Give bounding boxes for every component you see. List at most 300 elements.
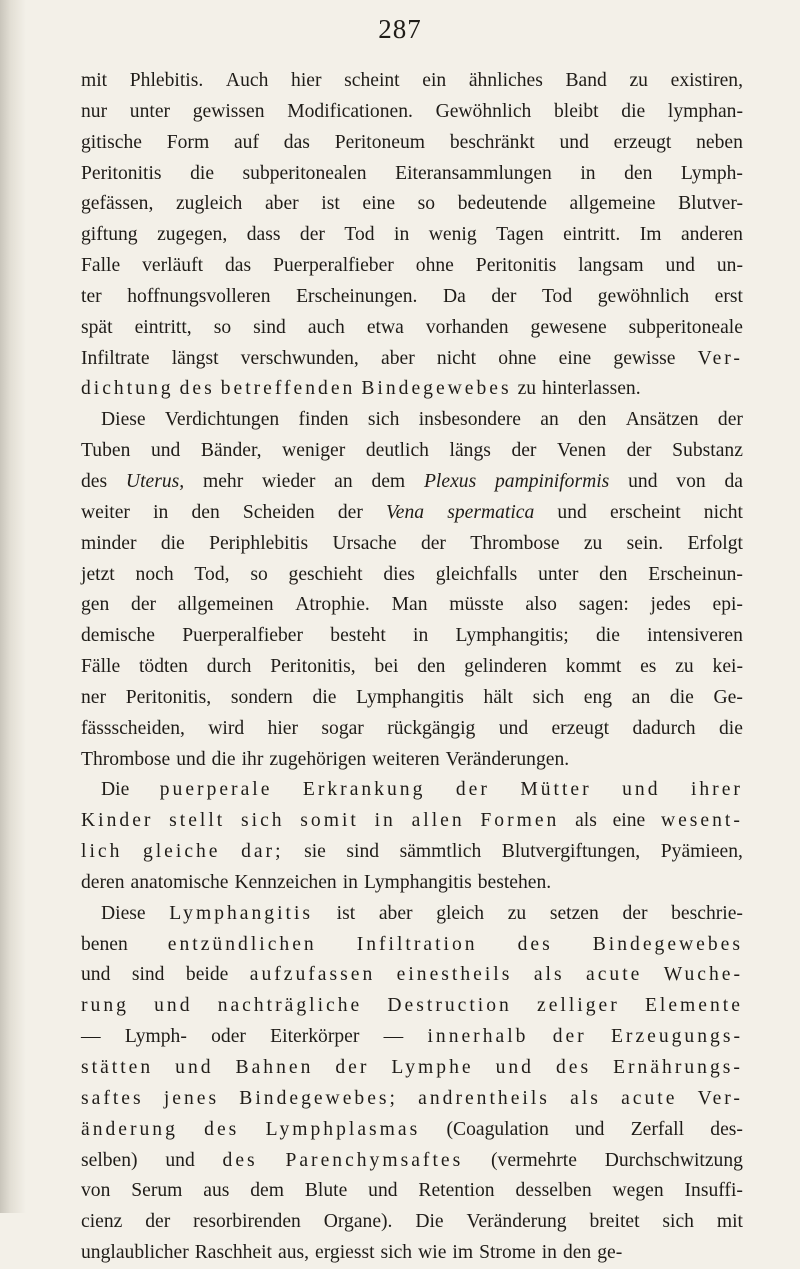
word: Phlebitis.	[129, 70, 204, 91]
word: Retention	[418, 1180, 495, 1202]
word: Modificationen.	[287, 100, 413, 122]
word: hält	[483, 686, 513, 708]
word: weiter	[81, 501, 130, 523]
word: die	[190, 162, 215, 184]
word: wird	[208, 717, 245, 739]
word: jedes	[650, 594, 691, 616]
word: Destruction	[387, 995, 512, 1017]
word: mit	[716, 1211, 743, 1233]
word: Tuben	[81, 440, 131, 462]
word: nachträgliche	[217, 995, 363, 1017]
word: so	[213, 316, 232, 338]
word: Infiltrate	[81, 347, 150, 369]
word: Blute	[304, 1180, 348, 1202]
word: in	[153, 501, 169, 523]
word: des	[555, 1057, 592, 1078]
word: ist	[321, 193, 340, 215]
word: und	[495, 1057, 534, 1078]
word: dies	[383, 563, 415, 585]
word: der	[335, 1057, 370, 1078]
word: zugehörigen	[269, 748, 367, 770]
word: rückgängig	[387, 717, 476, 739]
word: hier	[267, 717, 299, 739]
word: aufzufassen	[249, 964, 376, 986]
word: Bahnen	[235, 1057, 314, 1078]
word: (vermehrte	[491, 1149, 577, 1171]
word: un-	[716, 255, 743, 277]
word: deren	[81, 871, 125, 893]
word: so	[417, 193, 436, 215]
word: den	[562, 1242, 592, 1264]
word: Ernährungs-	[613, 1057, 743, 1078]
word: Uterus,	[125, 470, 185, 492]
word: Bänder,	[200, 440, 262, 462]
word: allgemeine	[569, 193, 656, 215]
word: geschieht	[288, 563, 363, 585]
word: Lymphangitis;	[455, 625, 569, 647]
word: und	[176, 748, 206, 770]
word: Lymphangitis	[356, 686, 464, 708]
word: gewesene	[530, 316, 607, 338]
word: sie	[304, 841, 326, 863]
word: verläuft	[142, 255, 204, 277]
word: Ver-	[697, 347, 743, 369]
word: Mütter	[520, 779, 592, 801]
word: das	[283, 131, 310, 153]
text-line	[81, 159, 743, 190]
word: des	[179, 378, 215, 400]
word: zu	[629, 70, 648, 91]
word: den	[578, 409, 607, 431]
word: die	[621, 100, 646, 122]
word: eine	[362, 193, 396, 215]
word: Falle	[81, 255, 121, 277]
text-line	[81, 282, 743, 313]
word: giftung	[81, 224, 138, 246]
page-binding-shadow	[0, 0, 26, 1213]
text-line	[81, 590, 743, 621]
text-line	[81, 66, 743, 97]
word: nicht	[436, 347, 477, 369]
word: des	[222, 1149, 258, 1171]
word: Lymph-	[124, 1026, 187, 1048]
word: in	[413, 625, 429, 647]
word: bleibt	[554, 100, 599, 122]
word: Lymphe	[391, 1057, 474, 1078]
word: des	[204, 1118, 240, 1140]
word: durch	[206, 656, 252, 678]
word: sondern	[230, 686, 293, 708]
word: Da	[442, 285, 466, 307]
word: Bindegewebes	[592, 933, 743, 955]
word: zelliger	[537, 995, 620, 1017]
word: Bindegewebes;	[239, 1087, 398, 1109]
word: und	[557, 501, 587, 523]
word: zu	[517, 378, 537, 400]
word: eine	[558, 347, 592, 369]
word: Tod,	[194, 563, 230, 585]
word: und	[559, 131, 589, 153]
word: den	[624, 162, 653, 184]
word: bedeutende	[457, 193, 547, 215]
word: im	[452, 1242, 474, 1264]
word: dem	[250, 1180, 284, 1202]
word: an	[631, 686, 651, 708]
word: intensiveren	[647, 625, 743, 647]
word: an	[334, 470, 353, 492]
word: lich	[81, 841, 123, 863]
word: zu	[675, 656, 694, 678]
word: Pyämieen,	[660, 841, 743, 863]
word: als	[533, 964, 565, 986]
word: noch	[135, 563, 174, 585]
word: Diese	[101, 409, 146, 431]
word: rung	[81, 995, 129, 1017]
word: längs	[449, 440, 491, 462]
text-line	[81, 1238, 743, 1269]
text-line	[81, 714, 743, 745]
text-line	[81, 621, 743, 652]
word: da	[724, 470, 743, 492]
word: Man	[391, 594, 428, 616]
text-line	[81, 344, 743, 375]
text-line	[81, 251, 743, 282]
word: in	[374, 810, 396, 832]
word: die	[312, 686, 337, 708]
word: dass	[246, 224, 281, 246]
word: hier	[291, 70, 322, 91]
word: ohne	[498, 347, 537, 369]
word: Peritonitis	[475, 255, 557, 277]
word: und	[575, 1118, 605, 1140]
word: pampiniformis	[495, 470, 610, 492]
word: anderen	[680, 224, 743, 246]
word: oder	[211, 1026, 246, 1048]
word: erzeugt	[551, 717, 610, 739]
word: aus	[203, 1180, 230, 1202]
word: der	[145, 1211, 171, 1233]
word: den	[599, 563, 628, 585]
word: Veränderung	[466, 1211, 567, 1233]
word: acute	[586, 964, 643, 986]
word: Verdichtungen	[164, 409, 280, 431]
word: etwa	[366, 316, 404, 338]
word: der	[717, 409, 743, 431]
word: eine	[612, 810, 646, 832]
word: und	[165, 1149, 195, 1171]
word: Eiterkörper	[270, 1026, 360, 1048]
word: die	[669, 686, 694, 708]
word: Substanz	[672, 440, 743, 462]
word: saftes	[81, 1087, 144, 1109]
word: längst	[171, 347, 219, 369]
word: sich	[532, 686, 565, 708]
word: Puerperalfieber	[182, 625, 304, 647]
word: der	[491, 285, 517, 307]
word: als	[570, 1087, 601, 1109]
word: erzeugt	[613, 131, 672, 153]
word: und	[81, 964, 111, 986]
word: nur	[81, 100, 108, 122]
word: erst	[714, 285, 743, 307]
word: Lymphangitis	[169, 902, 314, 924]
word: Periphlebitis	[209, 532, 309, 554]
word: desselben	[515, 1180, 592, 1202]
word: selben)	[81, 1149, 138, 1171]
word: Formen	[480, 810, 560, 832]
text-line	[81, 652, 743, 683]
word: resorbirenden	[193, 1211, 301, 1233]
word: so	[250, 563, 268, 585]
word: der	[299, 224, 325, 246]
word: und	[622, 779, 661, 801]
word: ge-	[597, 1242, 623, 1264]
word: Kinder	[81, 810, 154, 832]
word: dem	[371, 470, 406, 492]
text-line	[81, 1207, 743, 1238]
word: Erfolgt	[687, 532, 743, 554]
word: auf	[233, 131, 260, 153]
word: betreffenden	[220, 378, 356, 400]
word: und	[154, 995, 193, 1017]
word: als	[575, 810, 597, 832]
text-line	[81, 1115, 743, 1146]
word: den	[417, 656, 446, 678]
word: es	[640, 656, 657, 678]
word: und	[665, 255, 695, 277]
text-line	[81, 1022, 743, 1053]
word: des-	[710, 1118, 743, 1140]
word: Im	[639, 224, 662, 246]
word: an	[540, 409, 559, 431]
word: existiren,	[670, 70, 743, 91]
word: und	[150, 440, 181, 462]
word: Kennzeichen	[234, 871, 337, 893]
word: die	[595, 625, 620, 647]
word: sich	[241, 810, 285, 832]
text-line	[81, 529, 743, 560]
word: zugegen,	[157, 224, 228, 246]
word: gleiche	[142, 841, 221, 863]
word: wieder	[262, 470, 316, 492]
word: bei	[374, 656, 399, 678]
word: sämmtlich	[399, 841, 482, 863]
word: Wuche-	[663, 964, 743, 986]
word: gelinderen	[464, 656, 547, 678]
word: aber	[381, 347, 415, 369]
word: somit	[300, 810, 359, 832]
word: eintritt,	[134, 316, 192, 338]
word: bestehen.	[477, 871, 552, 893]
text-line	[81, 930, 743, 961]
word: Organe).	[323, 1211, 393, 1233]
word: zu	[583, 532, 603, 554]
word: Thrombose	[470, 532, 560, 554]
word: Erkrankung	[302, 779, 426, 801]
word: Serum	[131, 1180, 183, 1202]
word: dadurch	[632, 717, 696, 739]
word: epi-	[712, 594, 743, 616]
word: sich	[662, 1211, 694, 1233]
word: puerperale	[159, 779, 273, 801]
word: beschrie-	[671, 902, 743, 924]
word: Fälle	[81, 656, 121, 678]
word: wegen	[612, 1180, 664, 1202]
word: der	[337, 501, 363, 523]
word: Diese	[101, 902, 146, 924]
word: Raschheit	[194, 1242, 272, 1264]
word: von	[676, 470, 706, 492]
word: jenes	[163, 1087, 220, 1109]
word: gen	[81, 594, 110, 616]
word: der	[626, 440, 652, 462]
word: (Coagulation	[446, 1118, 549, 1140]
text-line	[81, 313, 743, 344]
word: tödten	[138, 656, 188, 678]
word: unglaublicher	[81, 1242, 189, 1264]
word: müsste	[449, 594, 504, 616]
word: die	[160, 532, 185, 554]
word: Blutver-	[678, 193, 743, 215]
word: gefässen,	[81, 193, 154, 215]
word: Venen	[557, 440, 606, 462]
body-text	[81, 66, 743, 1269]
text-line	[81, 436, 743, 467]
word: demische	[81, 625, 155, 647]
text-line	[81, 97, 743, 128]
word: Eiteransammlungen	[395, 162, 552, 184]
word: —	[81, 1026, 101, 1048]
word: den	[191, 501, 220, 523]
word: von	[81, 1180, 111, 1202]
word: Vena	[386, 501, 425, 523]
word: spät	[81, 316, 113, 338]
word: stellt	[169, 810, 226, 832]
word: lymphan-	[667, 100, 743, 122]
text-line	[81, 189, 743, 220]
word: und	[368, 1180, 398, 1202]
word: der	[511, 440, 537, 462]
word: Band	[565, 70, 607, 91]
word: aber	[264, 193, 299, 215]
text-line	[81, 837, 743, 868]
word: sich	[380, 1242, 413, 1264]
word: breitet	[589, 1211, 640, 1233]
word: vorhanden	[425, 316, 509, 338]
word: finden	[298, 409, 349, 431]
word: Lymph-	[680, 162, 743, 184]
word: stätten	[81, 1057, 154, 1078]
text-line	[81, 775, 743, 806]
word: änderung	[81, 1118, 178, 1140]
word: zu	[507, 902, 527, 924]
text-line	[81, 960, 743, 991]
word: Peritoneum	[334, 131, 426, 153]
word: innerhalb	[427, 1026, 529, 1048]
text-line	[81, 374, 743, 405]
word: minder	[81, 532, 137, 554]
word: Scheiden	[242, 501, 315, 523]
word: Plexus	[423, 470, 477, 492]
word: Auch	[225, 70, 269, 91]
word: Zerfall	[630, 1118, 685, 1140]
word: kommt	[565, 656, 622, 678]
word: ergiesst	[315, 1242, 375, 1264]
word: Tod	[541, 285, 573, 307]
text-line	[81, 220, 743, 251]
word: in	[541, 1242, 557, 1264]
word: besteht	[330, 625, 386, 647]
word: mehr	[202, 470, 244, 492]
word: beide	[185, 964, 229, 986]
word: eintritt.	[563, 224, 621, 246]
word: ähnliches	[468, 70, 543, 91]
page-number: 287	[378, 14, 422, 44]
word: Strome	[479, 1242, 536, 1264]
word: subperitonealen	[242, 162, 367, 184]
word: jetzt	[81, 563, 115, 585]
word: Veränderungen.	[445, 748, 570, 770]
text-line	[81, 1084, 743, 1115]
text-line	[81, 806, 743, 837]
word: sogar	[321, 717, 364, 739]
word: dar;	[241, 841, 284, 863]
word: eng	[583, 686, 613, 708]
word: des	[81, 470, 108, 492]
text-line	[81, 498, 743, 529]
word: insbesondere	[418, 409, 521, 431]
word: Durchschwitzung	[604, 1149, 743, 1171]
word: anatomische	[130, 871, 229, 893]
word: und	[498, 717, 529, 739]
text-line	[81, 745, 743, 776]
word: ter	[81, 285, 102, 307]
word: Bindegewebes	[361, 378, 512, 400]
word: ihr	[241, 748, 264, 770]
word: zugleich	[175, 193, 243, 215]
word: verschwunden,	[240, 347, 359, 369]
word: sein.	[626, 532, 664, 554]
word: sind	[346, 841, 380, 863]
word: Atrophie.	[295, 594, 370, 616]
word: gewissen	[192, 100, 265, 122]
text-line	[81, 868, 743, 899]
word: Parenchymsaftes	[285, 1149, 464, 1171]
word: beschränkt	[449, 131, 535, 153]
word: wenig	[428, 224, 477, 246]
word: aber	[378, 902, 413, 924]
word: Puerperalfieber	[273, 255, 394, 277]
word: ihrer	[690, 779, 743, 801]
word: setzen	[549, 902, 599, 924]
word: sagen:	[578, 594, 629, 616]
word: Blutvergiftungen,	[501, 841, 641, 863]
word: Erscheinun-	[648, 563, 743, 585]
word: Thrombose	[81, 748, 171, 770]
text-line	[81, 683, 743, 714]
word: der	[552, 1026, 587, 1048]
word: auch	[307, 316, 345, 338]
text-line	[81, 467, 743, 498]
text-line	[81, 405, 743, 436]
word: spermatica	[447, 501, 535, 523]
word: Die	[415, 1211, 444, 1233]
word: Peritonitis	[81, 162, 162, 184]
word: Ge-	[713, 686, 743, 708]
word: sich	[367, 409, 400, 431]
word: gleich	[436, 902, 485, 924]
word: aus,	[278, 1242, 310, 1264]
